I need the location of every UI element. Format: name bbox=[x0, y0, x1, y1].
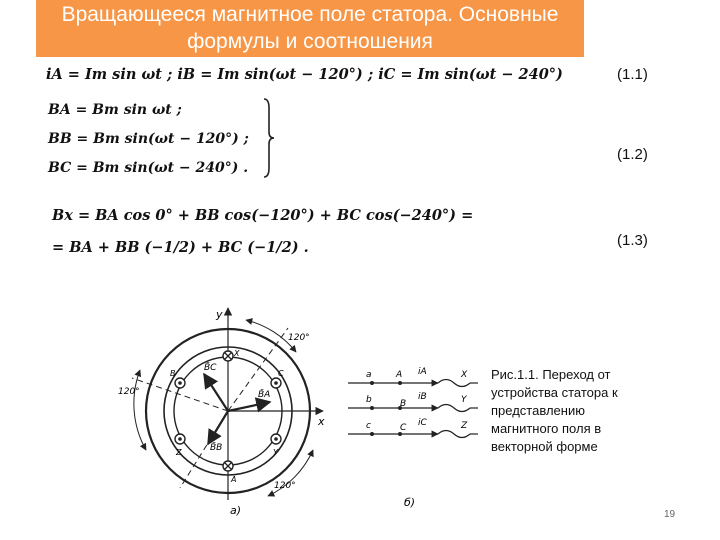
caption-line-4: магнитного поля в bbox=[491, 421, 602, 436]
formula-currents: iA = Im sin ωt ; iB = Im sin(ωt − 120°) ; iC = Im sin(ωt − 240°) bbox=[46, 66, 563, 83]
label-row-c-end: Z bbox=[461, 421, 468, 431]
label-row-a-start: a bbox=[366, 370, 372, 380]
coil-slot-bottom bbox=[223, 461, 233, 471]
caption-line-3: представлению bbox=[491, 403, 585, 418]
slide-title bbox=[36, 0, 584, 57]
figure-caption bbox=[491, 366, 663, 456]
label-row-b-mid: B bbox=[400, 399, 407, 409]
label-row-c-current: iC bbox=[418, 418, 427, 428]
caption-line-5: векторной форме bbox=[491, 439, 598, 454]
label-figure-a: а) bbox=[230, 504, 242, 517]
coil-slot-right-top bbox=[271, 378, 281, 388]
equation-number-2: (1.2) bbox=[617, 146, 648, 163]
label-vector-bb: B̄B bbox=[210, 443, 223, 453]
label-coil-right-bottom: Y bbox=[273, 448, 278, 457]
formula-bx-line2: = BA + BB (−1/2) + BC (−1/2) . bbox=[52, 239, 309, 256]
label-coil-left-bottom: Z bbox=[176, 448, 182, 457]
caption-line-1: Рис.1.1. Переход от bbox=[491, 367, 611, 382]
formula-bb: BB = Bm sin(ωt − 120°) ; bbox=[48, 131, 249, 147]
label-vector-ba: B̄A bbox=[258, 390, 271, 400]
label-vector-bc: B̄C bbox=[204, 363, 217, 373]
label-coil-top: X bbox=[234, 349, 240, 358]
coil-slot-left-top bbox=[175, 378, 185, 388]
equation-number-1: (1.1) bbox=[617, 66, 648, 83]
formula-bx-line1: Bx = BA cos 0° + BB cos(−120°) + BC cos(−240°) = bbox=[52, 207, 474, 224]
label-figure-b: б) bbox=[404, 496, 416, 509]
label-row-a-mid: A bbox=[396, 370, 403, 380]
page-number: 19 bbox=[664, 509, 676, 520]
caption-line-2: устройства статора к bbox=[491, 385, 618, 400]
label-row-b-end: Y bbox=[461, 395, 467, 405]
label-row-b-start: b bbox=[366, 395, 372, 405]
title-line-2: формулы и соотношения bbox=[187, 30, 433, 53]
coil-slot-right-bottom bbox=[271, 434, 281, 444]
title-line-1: Вращающееся магнитное поле статора. Основные bbox=[61, 3, 559, 26]
angle-arc-left bbox=[134, 370, 146, 450]
vector-bc bbox=[204, 374, 228, 411]
equation-number-3: (1.3) bbox=[617, 232, 648, 249]
label-row-c-start: c bbox=[366, 421, 371, 431]
label-angle-left: 120° bbox=[118, 387, 140, 397]
formula-bc: BC = Bm sin(ωt − 240°) . bbox=[48, 160, 249, 176]
label-row-a-current: iA bbox=[418, 367, 427, 377]
label-angle-top: 120° bbox=[288, 333, 310, 343]
coil-slot-left-bottom bbox=[175, 434, 185, 444]
label-coil-bottom: A bbox=[231, 475, 237, 484]
label-axis-x: x bbox=[318, 415, 325, 428]
formula-ba: BA = Bm sin ωt ; bbox=[48, 102, 182, 118]
vector-ba bbox=[228, 402, 270, 411]
label-coil-right-top: C bbox=[278, 369, 284, 378]
figure-windings-diagram bbox=[342, 350, 482, 525]
formula-brace bbox=[262, 98, 276, 178]
label-angle-bottom: 120° bbox=[274, 481, 296, 491]
figure-stator-diagram bbox=[118, 300, 348, 525]
label-row-a-end: X bbox=[461, 370, 468, 380]
vector-bb bbox=[208, 411, 228, 444]
coil-slot-top bbox=[223, 351, 233, 361]
label-axis-y: y bbox=[216, 308, 223, 321]
label-row-b-current: iB bbox=[418, 392, 427, 402]
label-row-c-mid: C bbox=[400, 423, 407, 433]
label-coil-left-top: B bbox=[170, 369, 176, 378]
